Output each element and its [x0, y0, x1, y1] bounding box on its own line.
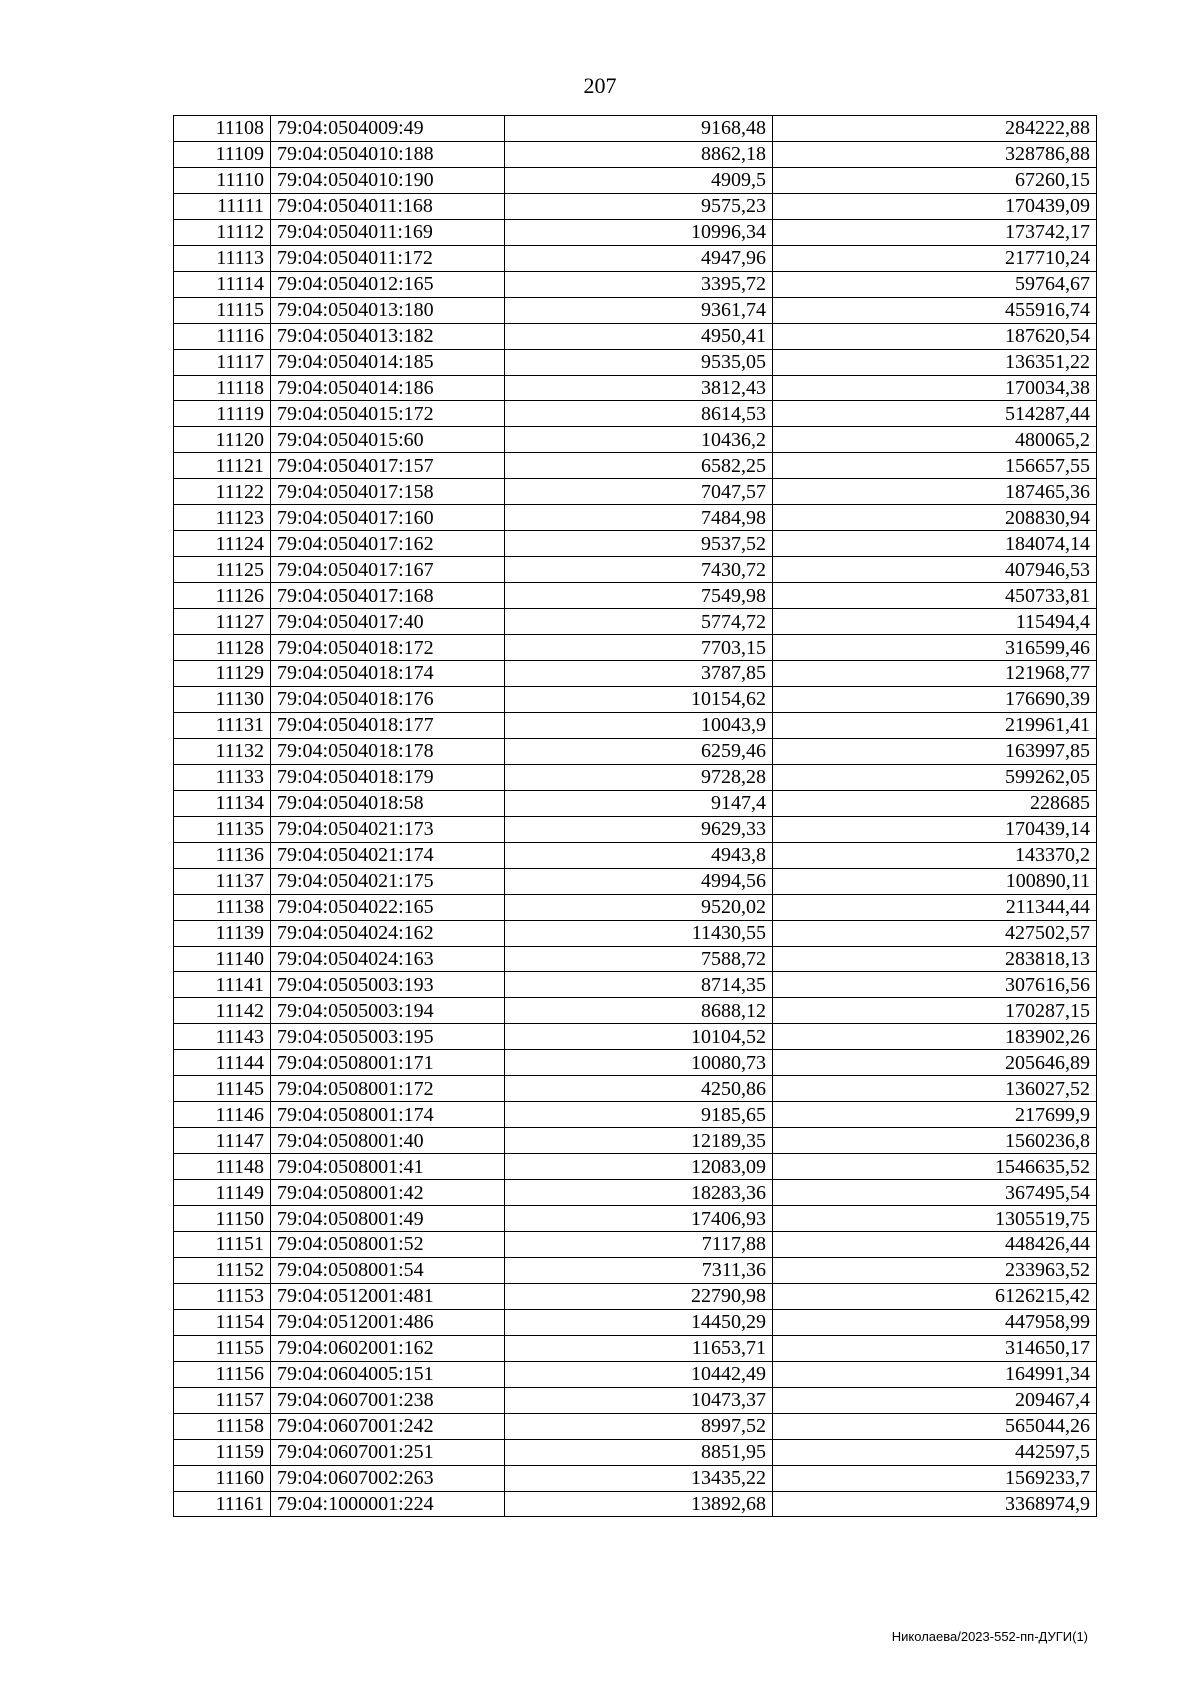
area-cell: 9629,33 [505, 816, 773, 842]
cadastral-number-cell: 79:04:0504011:168 [271, 193, 505, 219]
row-number-cell: 11129 [174, 661, 271, 687]
row-number-cell: 11124 [174, 531, 271, 557]
area-cell: 9537,52 [505, 531, 773, 557]
value-cell: 219961,41 [773, 712, 1097, 738]
area-cell: 13892,68 [505, 1491, 773, 1517]
row-number-cell: 11156 [174, 1361, 271, 1387]
area-cell: 10043,9 [505, 712, 773, 738]
cadastral-number-cell: 79:04:0504021:174 [271, 842, 505, 868]
value-cell: 1560236,8 [773, 1128, 1097, 1154]
value-cell: 100890,11 [773, 868, 1097, 894]
row-number-cell: 11127 [174, 609, 271, 635]
cadastral-number-cell: 79:04:0504018:176 [271, 686, 505, 712]
table-row [174, 116, 1097, 142]
area-cell: 7588,72 [505, 946, 773, 972]
row-number-cell: 11160 [174, 1465, 271, 1491]
table-row [174, 427, 1097, 453]
table-row [174, 1309, 1097, 1335]
table-row [174, 479, 1097, 505]
table-row [174, 1050, 1097, 1076]
area-cell: 12083,09 [505, 1154, 773, 1180]
value-cell: 228685 [773, 790, 1097, 816]
cadastral-number-cell: 79:04:0504013:182 [271, 323, 505, 349]
row-number-cell: 11152 [174, 1257, 271, 1283]
value-cell: 184074,14 [773, 531, 1097, 557]
row-number-cell: 11159 [174, 1439, 271, 1465]
row-number-cell: 11149 [174, 1180, 271, 1206]
table-row [174, 1413, 1097, 1439]
cadastral-number-cell: 79:04:0504017:158 [271, 479, 505, 505]
table-row [174, 738, 1097, 764]
table-row [174, 1128, 1097, 1154]
area-cell: 9168,48 [505, 116, 773, 142]
area-cell: 6582,25 [505, 453, 773, 479]
area-cell: 7117,88 [505, 1231, 773, 1257]
cadastral-number-cell: 79:04:0504017:167 [271, 557, 505, 583]
cadastral-number-cell: 79:04:0512001:486 [271, 1309, 505, 1335]
row-number-cell: 11144 [174, 1050, 271, 1076]
value-cell: 284222,88 [773, 116, 1097, 142]
row-number-cell: 11145 [174, 1076, 271, 1102]
table-row [174, 375, 1097, 401]
row-number-cell: 11126 [174, 583, 271, 609]
value-cell: 514287,44 [773, 401, 1097, 427]
value-cell: 176690,39 [773, 686, 1097, 712]
table-row [174, 297, 1097, 323]
cadastral-number-cell: 79:04:0604005:151 [271, 1361, 505, 1387]
value-cell: 407946,53 [773, 557, 1097, 583]
value-cell: 447958,99 [773, 1309, 1097, 1335]
cadastral-number-cell: 79:04:0508001:172 [271, 1076, 505, 1102]
area-cell: 4947,96 [505, 245, 773, 271]
row-number-cell: 11108 [174, 116, 271, 142]
row-number-cell: 11147 [174, 1128, 271, 1154]
table-row [174, 1076, 1097, 1102]
table-row [174, 401, 1097, 427]
row-number-cell: 11118 [174, 375, 271, 401]
cadastral-number-cell: 79:04:0504017:168 [271, 583, 505, 609]
cadastral-number-cell: 79:04:0504017:162 [271, 531, 505, 557]
value-cell: 115494,4 [773, 609, 1097, 635]
table-row [174, 193, 1097, 219]
row-number-cell: 11137 [174, 868, 271, 894]
cadastral-number-cell: 79:04:0504024:162 [271, 920, 505, 946]
row-number-cell: 11133 [174, 764, 271, 790]
row-number-cell: 11135 [174, 816, 271, 842]
row-number-cell: 11113 [174, 245, 271, 271]
table-row [174, 1257, 1097, 1283]
table-row [174, 245, 1097, 271]
cadastral-number-cell: 79:04:0504021:175 [271, 868, 505, 894]
row-number-cell: 11141 [174, 972, 271, 998]
table-row [174, 972, 1097, 998]
table-row [174, 609, 1097, 635]
row-number-cell: 11153 [174, 1283, 271, 1309]
cadastral-number-cell: 79:04:0504012:165 [271, 271, 505, 297]
value-cell: 314650,17 [773, 1335, 1097, 1361]
row-number-cell: 11146 [174, 1102, 271, 1128]
row-number-cell: 11128 [174, 635, 271, 661]
value-cell: 316599,46 [773, 635, 1097, 661]
table-row [174, 167, 1097, 193]
value-cell: 427502,57 [773, 920, 1097, 946]
table-row [174, 946, 1097, 972]
cadastral-number-cell: 79:04:0504013:180 [271, 297, 505, 323]
area-cell: 4994,56 [505, 868, 773, 894]
table-row [174, 816, 1097, 842]
table-row [174, 661, 1097, 687]
area-cell: 10080,73 [505, 1050, 773, 1076]
cadastral-number-cell: 79:04:0505003:194 [271, 998, 505, 1024]
area-cell: 9147,4 [505, 790, 773, 816]
row-number-cell: 11115 [174, 297, 271, 323]
area-cell: 8862,18 [505, 141, 773, 167]
area-cell: 8714,35 [505, 972, 773, 998]
cadastral-number-cell: 79:04:0504014:185 [271, 349, 505, 375]
row-number-cell: 11110 [174, 167, 271, 193]
area-cell: 11653,71 [505, 1335, 773, 1361]
area-cell: 7311,36 [505, 1257, 773, 1283]
table-row [174, 1491, 1097, 1517]
value-cell: 67260,15 [773, 167, 1097, 193]
value-cell: 170439,09 [773, 193, 1097, 219]
cadastral-number-cell: 79:04:0505003:195 [271, 1024, 505, 1050]
value-cell: 1305519,75 [773, 1206, 1097, 1232]
cadastral-number-cell: 79:04:0504017:157 [271, 453, 505, 479]
value-cell: 136027,52 [773, 1076, 1097, 1102]
row-number-cell: 11131 [174, 712, 271, 738]
value-cell: 480065,2 [773, 427, 1097, 453]
area-cell: 12189,35 [505, 1128, 773, 1154]
area-cell: 7484,98 [505, 505, 773, 531]
value-cell: 211344,44 [773, 894, 1097, 920]
area-cell: 9185,65 [505, 1102, 773, 1128]
table-row [174, 1102, 1097, 1128]
value-cell: 163997,85 [773, 738, 1097, 764]
area-cell: 13435,22 [505, 1465, 773, 1491]
area-cell: 7703,15 [505, 635, 773, 661]
row-number-cell: 11151 [174, 1231, 271, 1257]
row-number-cell: 11143 [174, 1024, 271, 1050]
cadastral-number-cell: 79:04:0504015:172 [271, 401, 505, 427]
area-cell: 9728,28 [505, 764, 773, 790]
table-row [174, 323, 1097, 349]
value-cell: 599262,05 [773, 764, 1097, 790]
area-cell: 8614,53 [505, 401, 773, 427]
table-row [174, 842, 1097, 868]
cadastral-number-cell: 79:04:0504010:188 [271, 141, 505, 167]
value-cell: 187620,54 [773, 323, 1097, 349]
value-cell: 6126215,42 [773, 1283, 1097, 1309]
cadastral-number-cell: 79:04:0504018:174 [271, 661, 505, 687]
table-row [174, 764, 1097, 790]
table-row [174, 894, 1097, 920]
cadastral-number-cell: 79:04:0508001:52 [271, 1231, 505, 1257]
row-number-cell: 11120 [174, 427, 271, 453]
value-cell: 1569233,7 [773, 1465, 1097, 1491]
value-cell: 209467,4 [773, 1387, 1097, 1413]
area-cell: 10996,34 [505, 219, 773, 245]
row-number-cell: 11114 [174, 271, 271, 297]
table-row [174, 1335, 1097, 1361]
row-number-cell: 11142 [174, 998, 271, 1024]
row-number-cell: 11155 [174, 1335, 271, 1361]
area-cell: 9520,02 [505, 894, 773, 920]
row-number-cell: 11116 [174, 323, 271, 349]
cadastral-number-cell: 79:04:0607002:263 [271, 1465, 505, 1491]
value-cell: 173742,17 [773, 219, 1097, 245]
row-number-cell: 11136 [174, 842, 271, 868]
table-row [174, 998, 1097, 1024]
row-number-cell: 11112 [174, 219, 271, 245]
cadastral-number-cell: 79:04:0504011:172 [271, 245, 505, 271]
table-row [174, 531, 1097, 557]
row-number-cell: 11125 [174, 557, 271, 583]
table-row [174, 1361, 1097, 1387]
value-cell: 442597,5 [773, 1439, 1097, 1465]
area-cell: 8851,95 [505, 1439, 773, 1465]
row-number-cell: 11148 [174, 1154, 271, 1180]
area-cell: 9535,05 [505, 349, 773, 375]
table-row [174, 271, 1097, 297]
cadastral-number-cell: 79:04:0512001:481 [271, 1283, 505, 1309]
area-cell: 9361,74 [505, 297, 773, 323]
table-row [174, 635, 1097, 661]
row-number-cell: 11132 [174, 738, 271, 764]
value-cell: 170439,14 [773, 816, 1097, 842]
row-number-cell: 11109 [174, 141, 271, 167]
cadastral-number-cell: 79:04:0504015:60 [271, 427, 505, 453]
area-cell: 10442,49 [505, 1361, 773, 1387]
area-cell: 10104,52 [505, 1024, 773, 1050]
area-cell: 7549,98 [505, 583, 773, 609]
row-number-cell: 11130 [174, 686, 271, 712]
value-cell: 217710,24 [773, 245, 1097, 271]
value-cell: 136351,22 [773, 349, 1097, 375]
table-row [174, 1024, 1097, 1050]
cadastral-number-cell: 79:04:0508001:40 [271, 1128, 505, 1154]
value-cell: 217699,9 [773, 1102, 1097, 1128]
cadastral-number-cell: 79:04:0508001:41 [271, 1154, 505, 1180]
table-row [174, 1283, 1097, 1309]
area-cell: 5774,72 [505, 609, 773, 635]
cadastral-number-cell: 79:04:0607001:242 [271, 1413, 505, 1439]
cadastral-number-cell: 79:04:0504018:172 [271, 635, 505, 661]
cadastral-number-cell: 79:04:0508001:54 [271, 1257, 505, 1283]
table-row [174, 868, 1097, 894]
cadastral-number-cell: 79:04:0504018:178 [271, 738, 505, 764]
value-cell: 1546635,52 [773, 1154, 1097, 1180]
cadastral-number-cell: 79:04:0508001:42 [271, 1180, 505, 1206]
row-number-cell: 11140 [174, 946, 271, 972]
row-number-cell: 11122 [174, 479, 271, 505]
cadastral-number-cell: 79:04:0504011:169 [271, 219, 505, 245]
cadastral-number-cell: 79:04:0504018:179 [271, 764, 505, 790]
row-number-cell: 11119 [174, 401, 271, 427]
area-cell: 7047,57 [505, 479, 773, 505]
table-row [174, 920, 1097, 946]
cadastral-number-cell: 79:04:0607001:251 [271, 1439, 505, 1465]
table-row [174, 583, 1097, 609]
cadastral-number-cell: 79:04:0504024:163 [271, 946, 505, 972]
area-cell: 9575,23 [505, 193, 773, 219]
cadastral-number-cell: 79:04:0607001:238 [271, 1387, 505, 1413]
area-cell: 3787,85 [505, 661, 773, 687]
cadastral-number-cell: 79:04:0508001:174 [271, 1102, 505, 1128]
table-row [174, 1439, 1097, 1465]
cadastral-number-cell: 79:04:0504022:165 [271, 894, 505, 920]
table-row [174, 712, 1097, 738]
row-number-cell: 11117 [174, 349, 271, 375]
cadastral-number-cell: 79:04:0504021:173 [271, 816, 505, 842]
cadastral-number-cell: 79:04:0504009:49 [271, 116, 505, 142]
value-cell: 187465,36 [773, 479, 1097, 505]
page-number: 207 [583, 73, 617, 98]
row-number-cell: 11123 [174, 505, 271, 531]
table-row [174, 1465, 1097, 1491]
value-cell: 143370,2 [773, 842, 1097, 868]
document-footer: Николаева/2023-552-пп-ДУГИ(1) [891, 1629, 1088, 1644]
table-body [174, 116, 1097, 1517]
table-row [174, 1154, 1097, 1180]
value-cell: 448426,44 [773, 1231, 1097, 1257]
cadastral-number-cell: 79:04:0504017:160 [271, 505, 505, 531]
row-number-cell: 11154 [174, 1309, 271, 1335]
table-row [174, 790, 1097, 816]
value-cell: 3368974,9 [773, 1491, 1097, 1517]
area-cell: 10436,2 [505, 427, 773, 453]
area-cell: 3395,72 [505, 271, 773, 297]
area-cell: 4943,8 [505, 842, 773, 868]
row-number-cell: 11111 [174, 193, 271, 219]
row-number-cell: 11138 [174, 894, 271, 920]
table-row [174, 349, 1097, 375]
data-table [173, 115, 1097, 1517]
value-cell: 208830,94 [773, 505, 1097, 531]
value-cell: 205646,89 [773, 1050, 1097, 1076]
area-cell: 4909,5 [505, 167, 773, 193]
area-cell: 4950,41 [505, 323, 773, 349]
value-cell: 455916,74 [773, 297, 1097, 323]
table-row [174, 1387, 1097, 1413]
table-row [174, 1231, 1097, 1257]
table-row [174, 686, 1097, 712]
value-cell: 307616,56 [773, 972, 1097, 998]
area-cell: 10154,62 [505, 686, 773, 712]
row-number-cell: 11161 [174, 1491, 271, 1517]
cadastral-number-cell: 79:04:0504018:58 [271, 790, 505, 816]
area-cell: 8997,52 [505, 1413, 773, 1439]
area-cell: 14450,29 [505, 1309, 773, 1335]
area-cell: 6259,46 [505, 738, 773, 764]
area-cell: 22790,98 [505, 1283, 773, 1309]
table-row [174, 453, 1097, 479]
value-cell: 183902,26 [773, 1024, 1097, 1050]
area-cell: 11430,55 [505, 920, 773, 946]
cadastral-number-cell: 79:04:0602001:162 [271, 1335, 505, 1361]
value-cell: 367495,54 [773, 1180, 1097, 1206]
cadastral-number-cell: 79:04:0504017:40 [271, 609, 505, 635]
area-cell: 18283,36 [505, 1180, 773, 1206]
row-number-cell: 11150 [174, 1206, 271, 1232]
value-cell: 170034,38 [773, 375, 1097, 401]
row-number-cell: 11134 [174, 790, 271, 816]
value-cell: 565044,26 [773, 1413, 1097, 1439]
value-cell: 328786,88 [773, 141, 1097, 167]
value-cell: 59764,67 [773, 271, 1097, 297]
cadastral-number-cell: 79:04:0508001:49 [271, 1206, 505, 1232]
row-number-cell: 11158 [174, 1413, 271, 1439]
value-cell: 283818,13 [773, 946, 1097, 972]
value-cell: 156657,55 [773, 453, 1097, 479]
row-number-cell: 11139 [174, 920, 271, 946]
area-cell: 8688,12 [505, 998, 773, 1024]
table-row [174, 141, 1097, 167]
value-cell: 164991,34 [773, 1361, 1097, 1387]
value-cell: 450733,81 [773, 583, 1097, 609]
area-cell: 10473,37 [505, 1387, 773, 1413]
area-cell: 7430,72 [505, 557, 773, 583]
area-cell: 3812,43 [505, 375, 773, 401]
table-row [174, 1206, 1097, 1232]
value-cell: 233963,52 [773, 1257, 1097, 1283]
row-number-cell: 11121 [174, 453, 271, 479]
cadastral-number-cell: 79:04:0505003:193 [271, 972, 505, 998]
row-number-cell: 11157 [174, 1387, 271, 1413]
area-cell: 17406,93 [505, 1206, 773, 1232]
value-cell: 121968,77 [773, 661, 1097, 687]
table-row [174, 557, 1097, 583]
value-cell: 170287,15 [773, 998, 1097, 1024]
cadastral-number-cell: 79:04:0504010:190 [271, 167, 505, 193]
cadastral-number-cell: 79:04:0504018:177 [271, 712, 505, 738]
cadastral-number-cell: 79:04:0504014:186 [271, 375, 505, 401]
cadastral-number-cell: 79:04:0508001:171 [271, 1050, 505, 1076]
table-row [174, 505, 1097, 531]
table-row [174, 1180, 1097, 1206]
table-row [174, 219, 1097, 245]
area-cell: 4250,86 [505, 1076, 773, 1102]
cadastral-number-cell: 79:04:1000001:224 [271, 1491, 505, 1517]
